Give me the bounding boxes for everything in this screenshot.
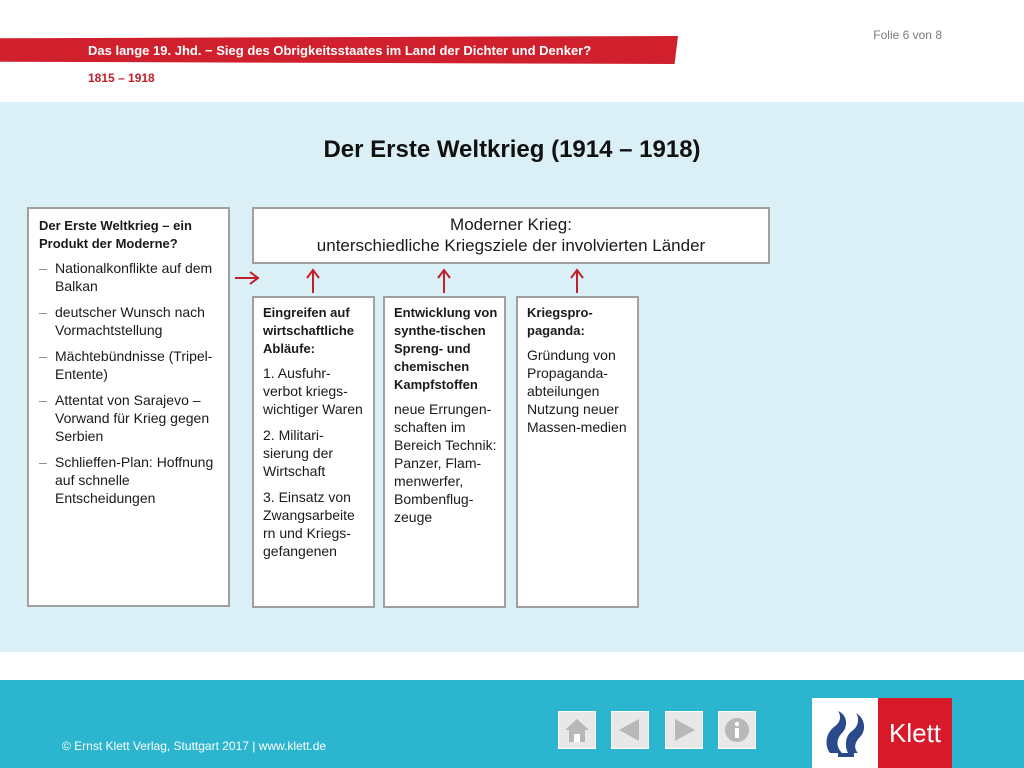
weapons-item: neue Errungen-schaften im Bereich Technik: Panzer, Flam-menwerfer, Bombenflug-zeuge bbox=[394, 401, 497, 525]
list-item: – Schlieffen-Plan: Hoffnung auf schnelle Entscheidungen bbox=[39, 454, 214, 506]
slide-number: Folie 6 von 8 bbox=[873, 28, 942, 42]
arrow-up-icon bbox=[305, 268, 321, 294]
list-item: – Attentat von Sarajevo – Vorwand für Krieg gegen Serbien bbox=[39, 392, 210, 444]
modern-war-box bbox=[252, 207, 770, 264]
arrow-right-icon bbox=[669, 715, 699, 745]
modern-war-subtitle: unterschiedliche Kriegsziele der involvierten Länder bbox=[316, 236, 706, 255]
economy-item: 1. Ausfuhr-verbot kriegs-wichtiger Waren bbox=[263, 365, 363, 417]
economy-item: 2. Militari-sierung der Wirtschaft bbox=[263, 427, 334, 479]
propaganda-title: Kriegspro-paganda: bbox=[527, 305, 593, 338]
propaganda-item: Gründung von Propaganda-abteilungen Nutzung neuer Massen-medien bbox=[527, 347, 627, 435]
klett-emblem-icon bbox=[820, 705, 870, 761]
previous-button[interactable] bbox=[611, 711, 649, 749]
arrow-up-icon bbox=[436, 268, 452, 294]
copyright-text: © Ernst Klett Verlag, Stuttgart 2017 | www.klett.de bbox=[62, 739, 327, 753]
info-icon bbox=[722, 715, 752, 745]
info-button[interactable] bbox=[718, 711, 756, 749]
slide-heading: Der Erste Weltkrieg (1914 – 1918) bbox=[323, 136, 701, 163]
date-range: 1815 – 1918 bbox=[88, 71, 155, 85]
home-icon bbox=[562, 715, 592, 745]
modern-war-title: Moderner Krieg: bbox=[450, 215, 572, 234]
economy-item: 3. Einsatz von Zwangsarbeite rn und Kriegs-gefangenen bbox=[263, 489, 355, 559]
klett-logo-mark bbox=[812, 698, 878, 768]
weapons-title: Entwicklung von synthe-tischen Spreng- und chemischen Kampfstoffen bbox=[394, 305, 498, 392]
klett-wordmark: Klett bbox=[878, 698, 952, 768]
causes-title: Der Erste Weltkrieg – ein Produkt der Moderne? bbox=[39, 218, 192, 251]
list-item: – Mächtebündnisse (Tripel-Entente) bbox=[39, 348, 213, 382]
causes-list bbox=[39, 259, 220, 507]
arrow-right-icon bbox=[233, 270, 261, 286]
arrow-left-icon bbox=[615, 715, 645, 745]
arrow-up-icon bbox=[569, 268, 585, 294]
list-item: – deutscher Wunsch nach Vormachtstellung bbox=[39, 304, 205, 338]
home-button[interactable] bbox=[558, 711, 596, 749]
klett-logo bbox=[812, 698, 952, 768]
economy-title: Eingreifen auf wirtschaftliche Abläufe: bbox=[263, 305, 355, 356]
propaganda-box bbox=[516, 296, 639, 608]
list-item: – Nationalkonflikte auf dem Balkan bbox=[39, 260, 213, 294]
next-button[interactable] bbox=[665, 711, 703, 749]
weapons-box bbox=[383, 296, 506, 608]
causes-box bbox=[27, 207, 230, 607]
economy-box bbox=[252, 296, 375, 608]
banner-title: Das lange 19. Jhd. − Sieg des Obrigkeitsstaates im Land der Dichter und Denker? bbox=[88, 43, 592, 58]
